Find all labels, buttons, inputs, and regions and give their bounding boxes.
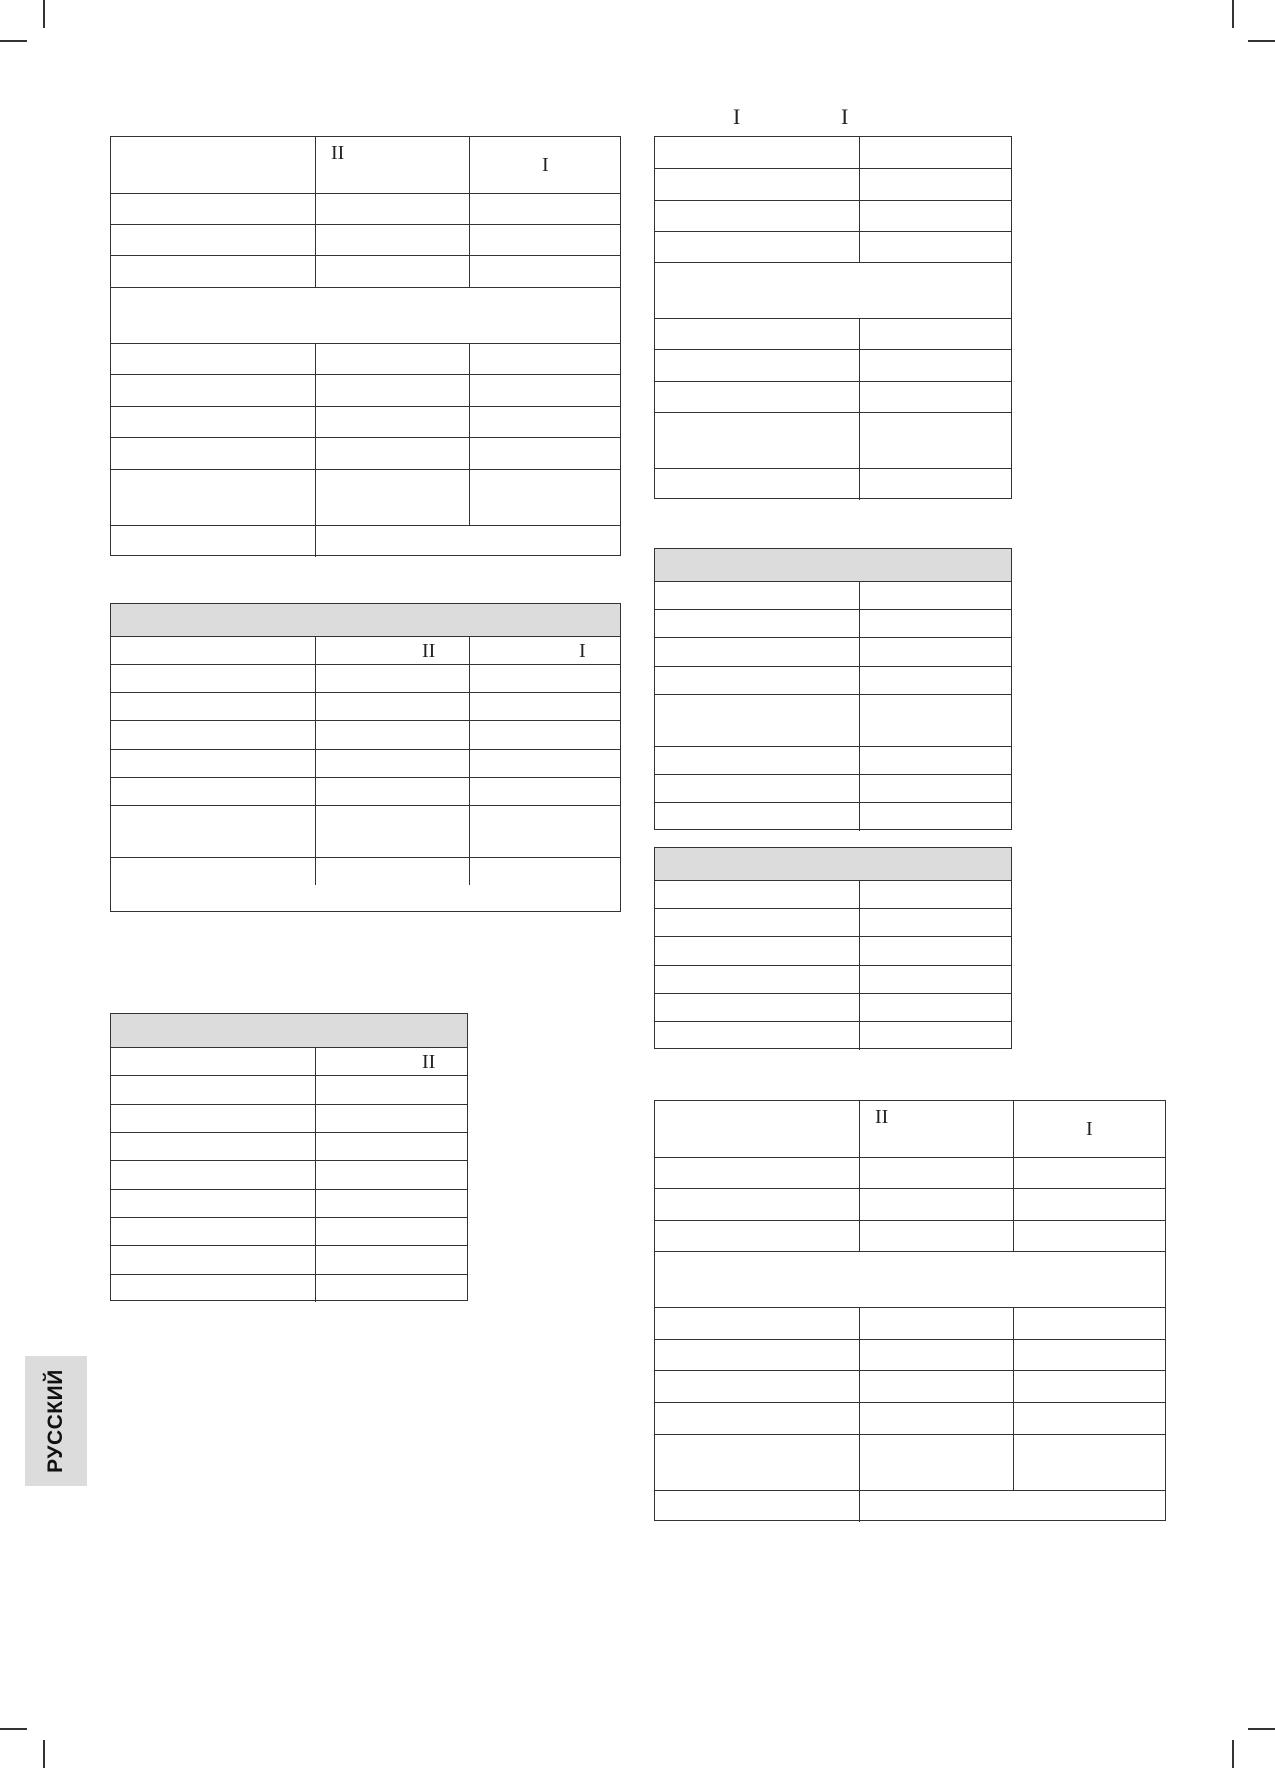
table-row [655,666,1011,694]
table-row [655,1370,1165,1402]
table-row [111,255,620,287]
table-header-row [655,549,1011,581]
crop-mark [0,1728,27,1730]
table-row [655,1490,1165,1522]
table-row [111,805,620,857]
crop-mark [0,40,27,42]
table-row [655,1157,1165,1188]
table-row [655,1220,1165,1251]
table-row [655,1021,1011,1050]
column-header-2: II [331,142,345,164]
table-row [655,1339,1165,1370]
column-header-2: II [875,1106,889,1128]
table-bottom-left [110,1013,468,1301]
table-top-left [110,136,621,556]
table-row [655,200,1011,231]
table-row [111,224,620,255]
table-row [111,1160,467,1189]
table-row [111,749,620,777]
crop-mark [43,0,45,28]
table-row [655,880,1011,908]
table-row [655,468,1011,500]
table-row [655,1251,1165,1307]
table-row [111,664,620,692]
table-row [111,343,620,374]
table-row [111,137,620,193]
table-row [655,993,1011,1021]
table-row [111,1104,467,1132]
table-header-row [655,848,1011,880]
table-row [655,774,1011,802]
crop-mark [1232,0,1234,28]
table-row [111,1274,467,1302]
table-row [111,374,620,406]
table-row [655,581,1011,609]
column-header-2: II [422,640,436,662]
crop-mark [43,1740,45,1768]
column-header-3: I [1086,1118,1093,1140]
table-row [111,636,620,664]
table-row [655,262,1011,318]
table-row [655,349,1011,381]
table-row [655,231,1011,262]
table-row [111,469,620,525]
table-row [655,318,1011,349]
table-mid-right [654,548,1012,830]
table-row [111,406,620,437]
table-row [111,720,620,749]
table-header-row [111,1014,467,1047]
language-label: РУССКИЙ [44,1369,67,1473]
table-row [111,1245,467,1274]
crop-mark [1248,40,1275,42]
table-row [111,1189,467,1217]
table-row [111,525,620,557]
table-row [111,692,620,720]
table-row [655,137,1011,168]
table-row [111,1047,467,1075]
table-mid-left [110,603,621,912]
table-row [111,1075,467,1104]
table-row [111,287,620,343]
table-row [655,1402,1165,1434]
table-top-right [654,136,1012,499]
crop-mark [1248,1728,1275,1730]
table-row [655,168,1011,200]
crop-mark [1232,1740,1234,1768]
table-row [655,609,1011,637]
table-bottom-right [654,1100,1166,1521]
language-tab [25,1356,87,1486]
table-row [655,908,1011,936]
table-row [111,437,620,469]
roman-numeral-mark: I [841,104,849,129]
table-row [111,1217,467,1245]
table-lower-right [654,847,1012,1049]
table-row [655,381,1011,412]
table-header-row [111,604,620,636]
table-row [111,193,620,224]
table-row [655,802,1011,831]
table-row [655,1307,1165,1339]
table-row [655,965,1011,993]
table-row [655,1101,1165,1157]
column-header-3: I [542,154,549,176]
table-row [111,1132,467,1160]
roman-numeral-mark: I [733,104,741,129]
table-row [655,1434,1165,1490]
table-row [655,412,1011,468]
table-row [111,777,620,805]
table-row [655,1188,1165,1220]
column-header-3: I [579,640,586,662]
table-row [111,857,620,885]
table-row [655,694,1011,746]
column-header-2: II [422,1051,436,1073]
table-row [655,746,1011,774]
table-row [655,637,1011,666]
table-row [655,936,1011,965]
